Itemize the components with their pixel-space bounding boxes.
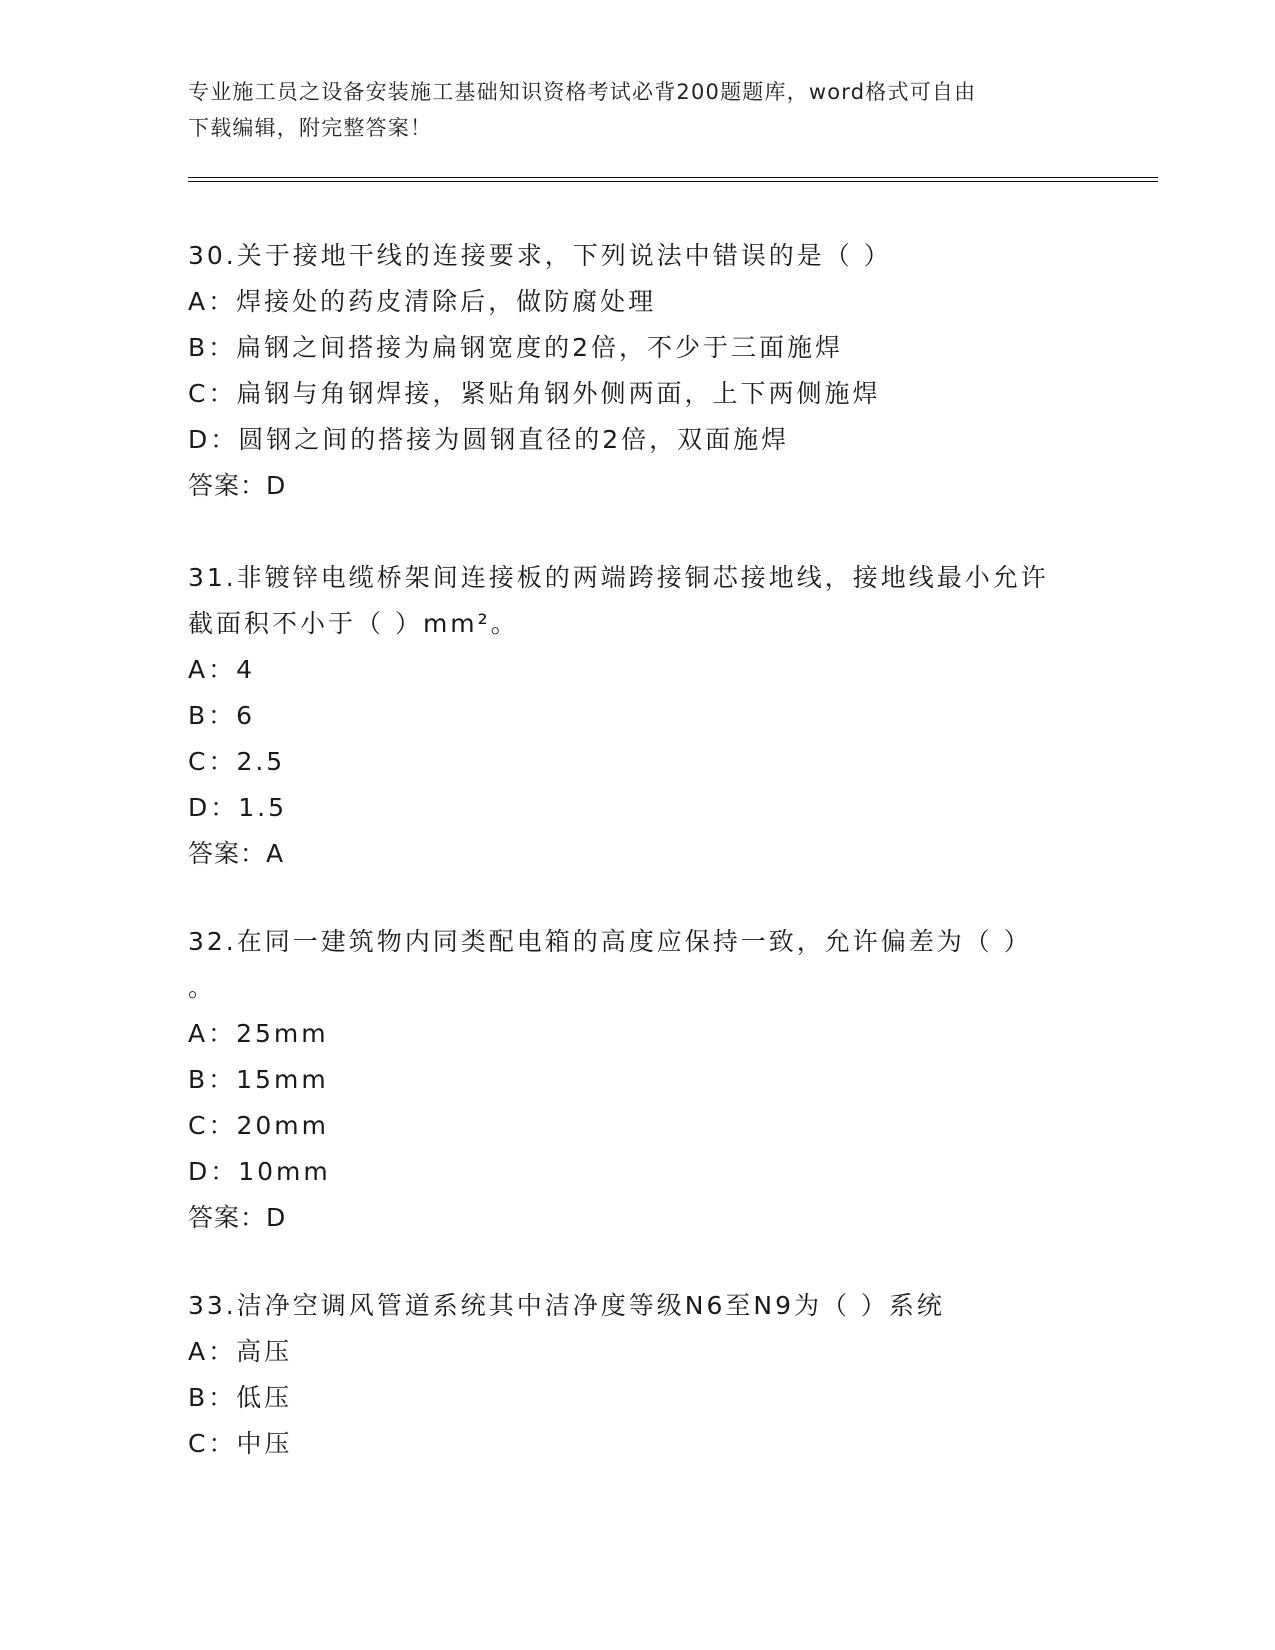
option-a: A：高压: [188, 1337, 293, 1366]
question-stem-continued: 。: [188, 973, 217, 1002]
question-32: [188, 919, 1088, 1241]
option-d: D：1.5: [188, 793, 288, 822]
option-a: A：4: [188, 655, 256, 684]
document-header: [188, 74, 1068, 146]
question-stem: 31.非镀锌电缆桥架间连接板的两端跨接铜芯接地线，接地线最小允许: [188, 563, 1049, 592]
question-33: [188, 1283, 1088, 1467]
question-30: [188, 233, 1088, 509]
option-a: A：焊接处的药皮清除后，做防腐处理: [188, 287, 657, 316]
option-c: C：20mm: [188, 1111, 329, 1140]
option-c: C：2.5: [188, 747, 286, 776]
answer-line: 答案：D: [188, 1203, 287, 1232]
header-line-2: 下载编辑，附完整答案！: [188, 116, 433, 140]
option-b: B：低压: [188, 1383, 293, 1412]
option-a: A：25mm: [188, 1019, 329, 1048]
answer-line: 答案：A: [188, 839, 285, 868]
option-b: B：15mm: [188, 1065, 329, 1094]
header-divider-bottom: [188, 181, 1158, 182]
header-line-1: 专业施工员之设备安装施工基础知识资格考试必背200题题库，word格式可自由: [188, 80, 977, 104]
option-b: B：扁钢之间搭接为扁钢宽度的2倍，不少于三面施焊: [188, 333, 844, 362]
question-stem-continued: 截面积不小于（ ）mm²。: [188, 609, 519, 638]
question-31: [188, 555, 1088, 877]
option-c: C：中压: [188, 1429, 293, 1458]
question-stem: 30.关于接地干线的连接要求，下列说法中错误的是（ ）: [188, 241, 892, 270]
option-d: D：圆钢之间的搭接为圆钢直径的2倍，双面施焊: [188, 425, 790, 454]
option-d: D：10mm: [188, 1157, 331, 1186]
header-divider-top: [188, 177, 1158, 178]
option-b: B：6: [188, 701, 256, 730]
answer-line: 答案：D: [188, 471, 287, 500]
question-stem: 33.洁净空调风管道系统其中洁净度等级N6至N9为（ ）系统: [188, 1291, 945, 1320]
option-c: C：扁钢与角钢焊接，紧贴角钢外侧两面，上下两侧施焊: [188, 379, 881, 408]
question-stem: 32.在同一建筑物内同类配电箱的高度应保持一致，允许偏差为（ ）: [188, 927, 1032, 956]
